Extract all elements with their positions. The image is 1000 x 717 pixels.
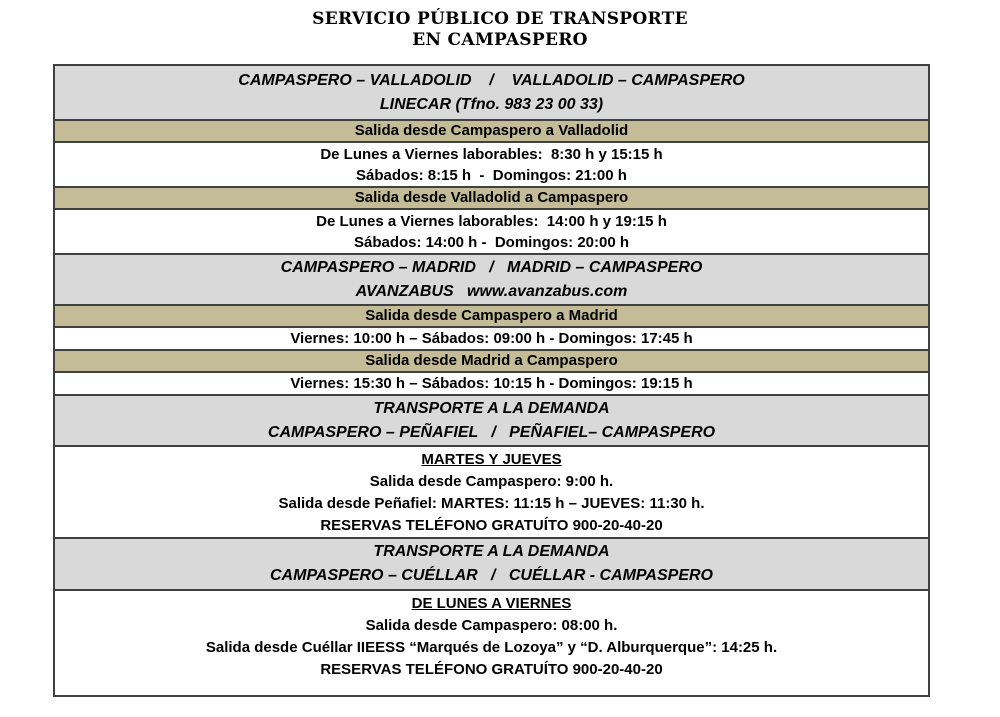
operator-info-line: LINECAR (Tfno. 983 23 00 33)	[379, 95, 604, 113]
schedule-days-line: DE LUNES A VIERNES	[411, 595, 572, 612]
transport-schedule-table	[53, 64, 930, 697]
document-title	[0, 9, 1000, 51]
schedule-line: Sábados: 14:00 h - Domingos: 20:00 h	[353, 233, 630, 251]
subheader-salida-madrid-campaspero	[55, 349, 928, 371]
schedule-line: Salida desde Peñafiel: MARTES: 11:15 h – JUEVES: 11:30 h.	[278, 495, 705, 512]
route-title-line: CAMPASPERO – MADRID / MADRID – CAMPASPERO	[280, 258, 703, 276]
service-type-line: TRANSPORTE A LA DEMANDA	[373, 399, 610, 417]
schedule-line: De Lunes a Viernes laborables: 14:00 h y 19:15 h	[316, 212, 667, 230]
schedule-line: De Lunes a Viernes laborables: 8:30 h y 15:15 h	[320, 145, 663, 163]
subheader-label: Salida desde Valladolid a Campaspero	[354, 189, 629, 206]
schedule-days-line: MARTES Y JUEVES	[421, 451, 562, 468]
service-type-line: TRANSPORTE A LA DEMANDA	[373, 543, 610, 560]
subheader-label: Salida desde Campaspero a Madrid	[365, 307, 618, 324]
schedule-campaspero-cuellar	[55, 589, 928, 695]
schedule-valladolid-campaspero	[55, 208, 928, 253]
schedule-line: Salida desde Cuéllar IIEESS “Marqués de Lozoya” y “D. Alburquerque”: 14:25 h.	[205, 639, 778, 656]
title-line-1: SERVICIO PÚBLICO DE TRANSPORTE	[312, 9, 688, 29]
subheader-label: Salida desde Campaspero a Valladolid	[354, 122, 629, 139]
subheader-salida-campaspero-madrid	[55, 304, 928, 326]
route-title-line: CAMPASPERO – VALLADOLID / VALLADOLID – CAMPASPERO	[238, 71, 745, 89]
schedule-campaspero-valladolid	[55, 141, 928, 186]
reservation-phone-line: RESERVAS TELÉFONO GRATUÍTO 900-20-40-20	[320, 661, 663, 678]
route-title-line: CAMPASPERO – CUÉLLAR / CUÉLLAR - CAMPASPERO	[270, 567, 713, 584]
subheader-salida-campaspero-valladolid	[55, 119, 928, 141]
reservation-phone-line: RESERVAS TELÉFONO GRATUÍTO 900-20-40-20	[320, 517, 663, 534]
schedule-line: Viernes: 10:00 h – Sábados: 09:00 h - Domingos: 17:45 h	[290, 330, 693, 347]
schedule-campaspero-penafiel	[55, 445, 928, 537]
route-header-campaspero-penafiel	[55, 394, 928, 445]
schedule-line: Salida desde Campaspero: 9:00 h.	[369, 473, 614, 490]
subheader-label: Salida desde Madrid a Campaspero	[365, 352, 618, 369]
operator-info-line: AVANZABUS www.avanzabus.com	[355, 282, 628, 300]
route-header-campaspero-cuellar	[55, 537, 928, 589]
schedule-campaspero-madrid	[55, 326, 928, 349]
route-title-line: CAMPASPERO – PEÑAFIEL / PEÑAFIEL– CAMPASPERO	[267, 423, 716, 441]
route-header-campaspero-valladolid	[55, 66, 928, 119]
title-line-2: EN CAMPASPERO	[412, 30, 588, 50]
schedule-madrid-campaspero	[55, 371, 928, 394]
schedule-line: Salida desde Campaspero: 08:00 h.	[365, 617, 618, 634]
route-header-campaspero-madrid	[55, 253, 928, 304]
subheader-salida-valladolid-campaspero	[55, 186, 928, 208]
schedule-line: Sábados: 8:15 h - Domingos: 21:00 h	[356, 166, 627, 184]
schedule-line: Viernes: 15:30 h – Sábados: 10:15 h - Domingos: 19:15 h	[290, 375, 693, 392]
